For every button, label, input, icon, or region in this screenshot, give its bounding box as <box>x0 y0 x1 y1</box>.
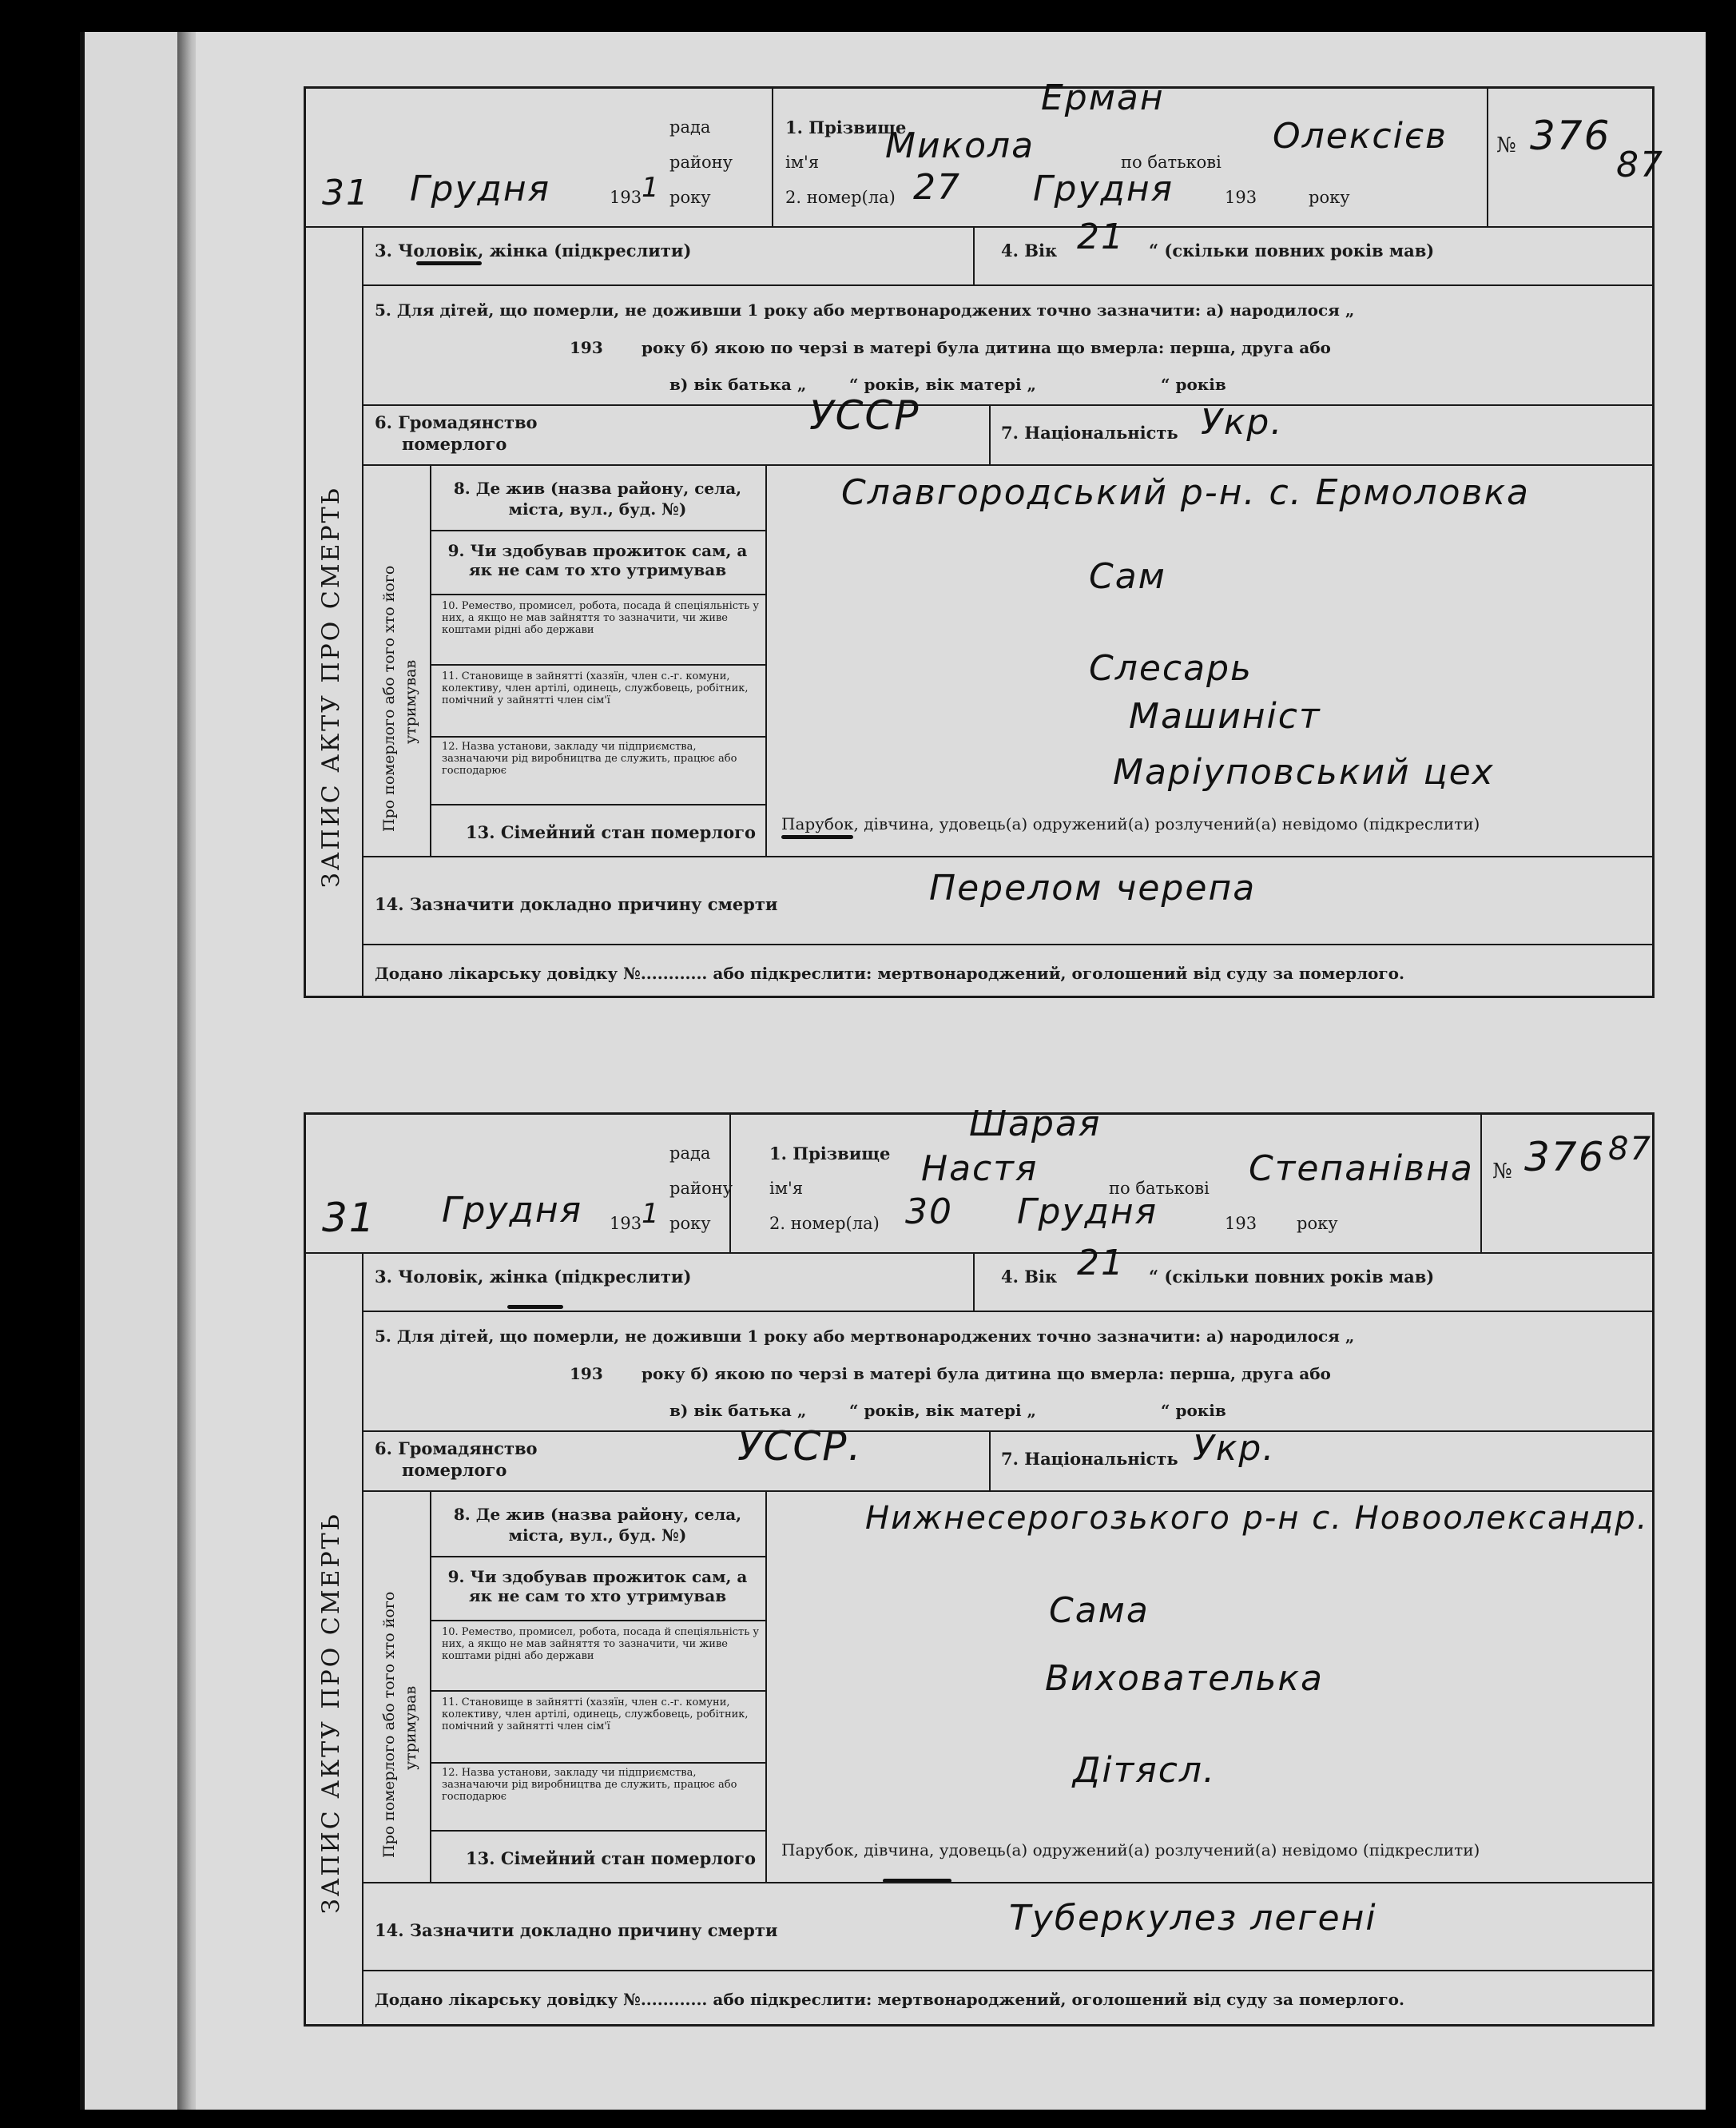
side-title: ЗАПИС АКТУ ПРО СМЕРТЬ <box>317 1512 345 1914</box>
divider <box>430 1620 765 1621</box>
label-year-prefix: 193 <box>610 188 642 207</box>
divider <box>430 1830 765 1832</box>
handwritten-record-number-extra: 87 <box>1616 145 1664 185</box>
label-patronymic: по батькові <box>1109 1179 1210 1198</box>
label-sex: 3. Чоловік, жінка (підкреслити) <box>375 1267 692 1287</box>
label-marital: 13. Сімейний стан померлого <box>466 1848 756 1868</box>
divider <box>430 664 765 666</box>
label-children: 5. Для дітей, що померли, не доживши 1 року або мертвонароджених точно зазначити: а) народилося „ <box>375 1327 1355 1346</box>
divider <box>430 1556 765 1557</box>
handwritten-citizenship: УССР. <box>737 1423 863 1470</box>
handwritten-death-month: Грудня <box>1017 1191 1158 1232</box>
divider <box>973 226 975 284</box>
divider <box>306 1252 1652 1254</box>
side-title: ЗАПИС АКТУ ПРО СМЕРТЬ <box>317 486 345 888</box>
label-death-year: 193 <box>1225 188 1257 207</box>
handwritten-patronymic: Степанівна <box>1249 1148 1474 1189</box>
label-employer: 12. Назва установи, закладу чи підприємства, зазначаючи рід виробництва де служить, працює або господарює <box>442 741 737 777</box>
label-children-year: 193 <box>570 1364 603 1383</box>
label-livelihood: 9. Чи здобував прожиток сам, а як не сам то хто утримував <box>447 541 748 579</box>
side-supported: утримував <box>402 659 419 744</box>
side-supported: утримував <box>402 1685 419 1770</box>
label-surname: 1. Прізвище <box>785 117 907 137</box>
label-age-suffix: “ (скільки повних років мав) <box>1149 241 1435 261</box>
label-death-date: 2. номер(ла) <box>785 188 896 207</box>
label-rayonu: району <box>669 1179 733 1198</box>
underline-marital <box>781 835 853 839</box>
label-age-suffix: “ (скільки повних років мав) <box>1149 1267 1435 1287</box>
divider <box>430 1690 765 1692</box>
left-margin-line <box>362 1252 363 2024</box>
label-rada: рада <box>669 1144 711 1163</box>
divider <box>306 226 1652 228</box>
divider <box>430 736 765 738</box>
handwritten-first-name: Настя <box>921 1148 1039 1189</box>
divider <box>362 284 1652 286</box>
label-death-roku: року <box>1297 1214 1338 1233</box>
label-children: 5. Для дітей, що померли, не доживши 1 року або мертвонароджених точно зазначити: а) народилося „ <box>375 300 1355 320</box>
book-spine <box>80 32 189 2110</box>
divider <box>1487 89 1488 226</box>
label-footer: Додано лікарську довідку №............ або підкреслити: мертвонароджений, оголошений від суду за померлого. <box>375 1990 1404 2009</box>
label-years: “ років <box>1161 375 1226 394</box>
handwritten-reg-month: Грудня <box>442 1190 583 1231</box>
divider <box>430 464 431 856</box>
handwritten-first-name: Микола <box>885 125 1035 166</box>
handwritten-citizenship: УССР <box>809 392 920 439</box>
label-mother-age: “ років, вік матері „ <box>849 1401 1037 1420</box>
divider <box>362 464 1652 466</box>
label-cause: 14. Зазначити докладно причину смерти <box>375 894 778 914</box>
label-marital-options: Парубок, дівчина, удовець(а) одружений(а) розлучений(а) невідомо (підкреслити) <box>781 814 1480 833</box>
label-employer: 12. Назва установи, закладу чи підприємства, зазначаючи рід виробництва де служить, працює або господарює <box>442 1767 737 1803</box>
label-father-age: в) вік батька „ <box>669 375 807 394</box>
label-death-roku: року <box>1309 188 1350 207</box>
label-citizenship: 6. Громадянство <box>375 412 538 432</box>
handwritten-livelihood: Сам <box>1089 556 1166 597</box>
label-name: ім'я <box>769 1179 804 1198</box>
label-rada: рада <box>669 117 711 137</box>
label-children-order: року б) якою по черзі в матері була дитина що вмерла: перша, друга або <box>642 1364 1331 1383</box>
divider <box>362 856 1652 857</box>
divider <box>362 944 1652 945</box>
label-roku: року <box>669 188 711 207</box>
label-footer: Додано лікарську довідку №............ або підкреслити: мертвонароджений, оголошений від суду за померлого. <box>375 964 1404 983</box>
label-surname: 1. Прізвище <box>769 1144 891 1163</box>
label-livelihood: 9. Чи здобував прожиток сам, а як не сам то хто утримував <box>447 1567 748 1605</box>
handwritten-record-number: 376 <box>1524 1134 1606 1180</box>
death-record-form-1 <box>304 78 1664 998</box>
label-marital: 13. Сімейний стан померлого <box>466 822 756 842</box>
label-marital-options: Парубок, дівчина, удовець(а) одружений(а) розлучений(а) невідомо (підкреслити) <box>781 1840 1480 1860</box>
divider <box>973 1252 975 1311</box>
handwritten-surname: Ерман <box>1041 78 1165 118</box>
divider <box>430 594 765 595</box>
divider <box>765 464 767 856</box>
left-margin-line <box>362 226 363 996</box>
handwritten-age: 21 <box>1077 1243 1125 1283</box>
handwritten-record-number-extra: 87 <box>1608 1131 1652 1167</box>
divider <box>765 1490 767 1882</box>
label-children-year: 193 <box>570 338 603 357</box>
handwritten-death-day: 27 <box>913 167 961 208</box>
handwritten-reg-year: 1 <box>642 1198 661 1230</box>
underline-sex <box>507 1305 563 1309</box>
label-year-prefix: 193 <box>610 1214 642 1233</box>
handwritten-livelihood: Сама <box>1049 1590 1150 1631</box>
label-occupation: 10. Ремество, промисел, робота, посада й спеціяльність у них, а якщо не мав зайняття то зазначити, чи живе коштами рідні або держави <box>442 1626 760 1662</box>
label-sex: 3. Чоловік, жінка (підкреслити) <box>375 241 692 261</box>
label-no: № <box>1496 133 1516 157</box>
label-death-year: 193 <box>1225 1214 1257 1233</box>
label-death-date: 2. номер(ла) <box>769 1214 880 1233</box>
label-nationality: 7. Національність <box>1001 1449 1178 1469</box>
handwritten-reg-day: 31 <box>322 1195 376 1241</box>
divider <box>430 804 765 805</box>
label-residence: 8. Де жив (назва району, села, міста, вул., буд. №) <box>453 479 742 519</box>
label-age: 4. Вік <box>1001 241 1058 261</box>
handwritten-employer: Маріуповський цех <box>1113 752 1495 793</box>
handwritten-employer: Дітясл. <box>1073 1750 1216 1791</box>
divider <box>362 1970 1652 1971</box>
divider <box>362 1430 1652 1432</box>
underline-sex <box>416 261 482 265</box>
divider <box>362 1882 1652 1883</box>
side-about: Про померлого або того хто його <box>380 565 398 832</box>
handwritten-occupation: Вихователька <box>1045 1658 1324 1699</box>
divider <box>772 89 773 226</box>
handwritten-residence: Славгородський р-н. с. Ермоловка <box>841 472 1530 513</box>
label-citizenship-deceased: померлого <box>402 434 507 454</box>
label-age: 4. Вік <box>1001 1267 1058 1287</box>
side-about: Про померлого або того хто його <box>380 1591 398 1858</box>
handwritten-nationality: Укр. <box>1201 402 1284 443</box>
label-citizenship-deceased: померлого <box>402 1460 507 1480</box>
death-record-form-2 <box>304 1104 1655 2027</box>
handwritten-record-number: 376 <box>1530 113 1611 159</box>
label-no: № <box>1492 1159 1512 1183</box>
handwritten-cause: Туберкулез легені <box>1009 1898 1377 1939</box>
label-father-age: в) вік батька „ <box>669 1401 807 1420</box>
divider <box>362 1490 1652 1492</box>
label-occupation: 10. Ремество, промисел, робота, посада й спеціяльність у них, а якщо не мав зайняття то зазначити, чи живе коштами рідні або держави <box>442 600 760 636</box>
divider <box>430 530 765 531</box>
handwritten-residence: Нижнесерогозького р-н с. Новоолександр. <box>865 1500 1649 1537</box>
label-mother-age: “ років, вік матері „ <box>849 375 1037 394</box>
divider <box>1480 1115 1482 1252</box>
handwritten-death-day: 30 <box>905 1191 953 1232</box>
divider <box>362 404 1652 406</box>
label-roku: року <box>669 1214 711 1233</box>
label-cause: 14. Зазначити докладно причину смерти <box>375 1920 778 1940</box>
handwritten-reg-year: 1 <box>642 172 661 204</box>
divider <box>362 1311 1652 1312</box>
handwritten-reg-day: 31 <box>322 173 370 213</box>
label-rayonu: району <box>669 153 733 172</box>
handwritten-reg-month: Грудня <box>410 169 551 209</box>
divider <box>430 1490 431 1882</box>
divider <box>430 1762 765 1764</box>
handwritten-position: Машиніст <box>1129 696 1321 737</box>
label-citizenship: 6. Громадянство <box>375 1438 538 1458</box>
label-residence: 8. Де жив (назва району, села, міста, вул., буд. №) <box>453 1505 742 1545</box>
label-position: 11. Становище в зайнятті (хазяїн, член с.-г. комуни, колективу, член артілі, одинець, службовець, робітник, помічний у зайнятті член сім'ї <box>442 1696 749 1732</box>
label-years: “ років <box>1161 1401 1226 1420</box>
label-name: ім'я <box>785 153 820 172</box>
handwritten-cause: Перелом черепа <box>929 868 1257 909</box>
handwritten-patronymic: Олексієв <box>1273 116 1448 157</box>
divider <box>989 1430 991 1490</box>
label-patronymic: по батькові <box>1121 153 1222 172</box>
label-position: 11. Становище в зайнятті (хазяїн, член с.-г. комуни, колективу, член артілі, одинець, службовець, робітник, помічний у зайнятті член сім'ї <box>442 670 749 706</box>
handwritten-death-month: Грудня <box>1033 169 1174 209</box>
handwritten-age: 21 <box>1077 217 1125 257</box>
divider <box>989 404 991 464</box>
handwritten-nationality: Укр. <box>1193 1428 1276 1469</box>
label-children-order: року б) якою по черзі в матері була дитина що вмерла: перша, друга або <box>642 338 1331 357</box>
handwritten-occupation: Слесарь <box>1089 648 1253 689</box>
handwritten-surname: Шарая <box>969 1104 1102 1144</box>
label-nationality: 7. Національність <box>1001 423 1178 443</box>
